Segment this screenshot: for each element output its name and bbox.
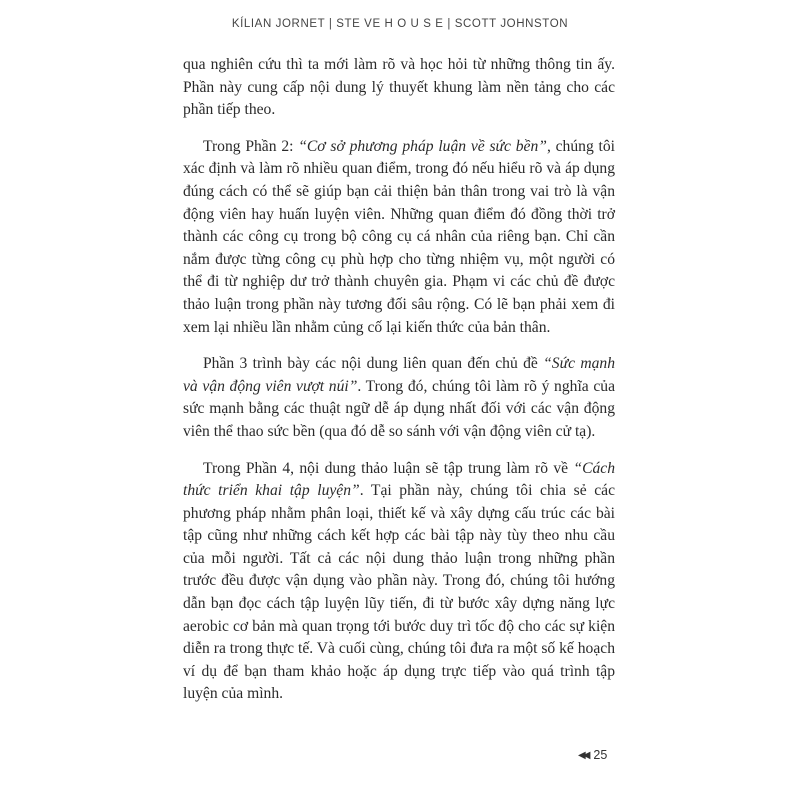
paragraph-part-4 [183, 458, 615, 707]
paragraph-run: qua nghiên cứu thì ta mới làm rõ và học hỏi từ những thông tin ấy. Phần này cung cấp nội dung lý thuyết khung làm nền tảng cho các phần tiếp theo. [183, 56, 615, 119]
body-text [183, 54, 615, 720]
page-footer [578, 748, 607, 762]
paragraph-run: Trong Phần 4, nội dung thảo luận sẽ tập trung làm rõ về [203, 459, 574, 477]
part-2-title: “Cơ sở phương pháp luận về sức bền” [298, 137, 547, 155]
paragraph-run: . Trong đó, chúng tôi làm rõ ý nghĩa của sức mạnh bằng các thuật ngữ dễ áp dụng nhất đối với các vận động viên thể thao sức bền (qua đó dễ so sánh với vận động viên cử tạ). [183, 377, 615, 440]
paragraph-run: Phần 3 trình bày các nội dung liên quan đến chủ đề [203, 355, 544, 373]
paragraph-part-3 [183, 353, 615, 443]
paragraph-part-2 [183, 136, 615, 339]
paragraph-continuation [183, 54, 615, 122]
paragraph-run: , chúng tôi xác định và làm rõ nhiều quan điểm, trong đó nếu hiểu rõ và áp dụng đúng cách có thể sẽ giúp bạn cải thiện bản thân trong vai trò là vận động viên hay huấn luyện viên. Những quan điểm đó đồng thời trở thành các công cụ trong bộ công cụ cá nhân của riêng bạn. Chỉ cần nắm được từng công cụ phù hợp cho từng nhiệm vụ, một người có thể đi từ nghiệp dư trở thành chuyên gia. Phạm vi các chủ đề được thảo luận trong phần này tương đối sâu rộng. Có lẽ bạn phải xem đi xem lại nhiều lần nhằm củng cố lại kiến thức của bản thân. [183, 137, 615, 336]
part-3-title: “Sức mạnh và vận động viên vượt núi” [183, 355, 615, 395]
double-left-arrow-icon: ◀◀ [578, 749, 588, 761]
paragraph-run: Trong Phần 2: [203, 137, 299, 155]
page-number: 25 [593, 748, 608, 762]
paragraph-run: . Tại phần này, chúng tôi chia sẻ các phương pháp nhằm phân loại, thiết kế và xây dựng cấu trúc các bài tập cũng như những cách kết hợp các bài tập này tùy theo nhu cầu của mỗi người. Tất cả các nội dung thảo luận trong những phần trước đều được vận dụng vào phần này. Trong đó, chúng tôi hướng dẫn bạn đọc cách tập luyện lũy tiến, đi từ bước xây dựng năng lực aerobic cơ bản mà quan trọng tới bước duy trì tốc độ cho các sự kiện diễn ra trong thực tế. Và cuối cùng, chúng tôi đưa ra một số kế hoạch ví dụ để bạn tham khảo hoặc áp dụng trực tiếp vào quá trình tập luyện của mình. [183, 482, 615, 703]
part-4-title: “Cách thức triển khai tập luyện” [183, 459, 615, 500]
running-head: KÍLIAN JORNET | STE VE H O U S E | SCOTT JOHNSTON [231, 18, 569, 30]
